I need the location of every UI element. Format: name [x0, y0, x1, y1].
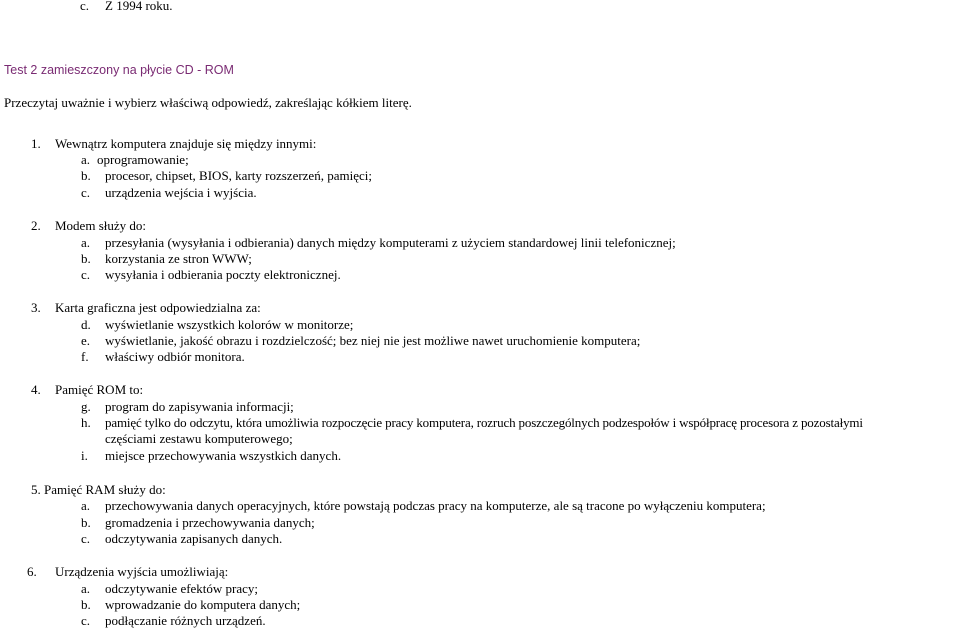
question-1-answer-c-text: urządzenia wejścia i wyjścia. [105, 185, 257, 200]
question-1-answer-c-marker: c. [81, 185, 91, 200]
question-6-answer-c-text: podłączanie różnych urządzeń. [105, 613, 266, 628]
question-6-answer-b-marker: b. [81, 597, 91, 612]
question-5-answer-b-text: gromadzenia i przechowywania danych; [105, 515, 315, 530]
question-4-number: 4. [31, 382, 41, 397]
question-3-text: Karta graficzna jest odpowiedzialna za: [55, 300, 261, 315]
question-5-answer-a-text: przechowywania danych operacyjnych, które powstają podczas pracy na komputerze, ale są tracone po wyłączeniu komputera; [105, 498, 766, 513]
question-6-number: 6. [27, 564, 37, 579]
question-5-answer-c-text: odczytywania zapisanych danych. [105, 531, 283, 546]
question-2-number: 2. [31, 218, 41, 233]
question-2-answer-c-marker: c. [81, 267, 91, 282]
question-4-answer-i-marker: i. [81, 448, 88, 463]
question-4-answer-h-text: pamięć tylko do odczytu, która umożliwia rozpoczęcie pracy komputera, rozruch poszczególnych podzespołów i współpracę procesora z pozostałymi [105, 415, 863, 430]
question-2-answer-a-marker: a. [81, 235, 91, 250]
question-4-answer-g-marker: g. [81, 399, 91, 414]
question-5-text: Pamięć RAM służy do: [44, 482, 166, 497]
question-2-answer-c-text: wysyłania i odbierania poczty elektronicznej. [105, 267, 341, 282]
question-3-answer-e-text: wyświetlanie, jakość obrazu i rozdzielczość; bez niej nie jest możliwe nawet uruchomienie komputera; [105, 333, 641, 348]
question-1-answer-a-marker: a. [81, 152, 91, 167]
question-3-answer-f-marker: f. [81, 349, 89, 364]
question-3-answer-d-text: wyświetlanie wszystkich kolorów w monitorze; [105, 317, 354, 332]
question-4-answer-h-marker: h. [81, 415, 91, 430]
question-2-text: Modem służy do: [55, 218, 146, 233]
question-6-answer-a-marker: a. [81, 581, 91, 596]
question-5-number: 5. [31, 482, 41, 497]
test-heading: Test 2 zamieszczony na płycie CD - ROM [4, 63, 234, 77]
question-3-number: 3. [31, 300, 41, 315]
question-2-answer-b-text: korzystania ze stron WWW; [105, 251, 252, 266]
top-item-text: Z 1994 roku. [105, 0, 173, 13]
question-4-text: Pamięć ROM to: [55, 382, 144, 397]
question-1-answer-b-marker: b. [81, 168, 91, 183]
instruction-text: Przeczytaj uważnie i wybierz właściwą odpowiedź, zakreślając kółkiem literę. [4, 95, 412, 110]
question-5-answer-a-marker: a. [81, 498, 91, 513]
question-3-answer-f-text: właściwy odbiór monitora. [105, 349, 245, 364]
question-1-answer-a-text: oprogramowanie; [97, 152, 189, 167]
question-2-answer-a-text: przesyłania (wysyłania i odbierania) danych między komputerami z użyciem standardowej linii telefonicznej; [105, 235, 676, 250]
question-6-answer-c-marker: c. [81, 613, 91, 628]
question-4-answer-i-text: miejsce przechowywania wszystkich danych. [105, 448, 342, 463]
top-item-marker: c. [80, 0, 90, 13]
question-6-answer-a-text: odczytywanie efektów pracy; [105, 581, 259, 596]
question-1-text: Wewnątrz komputera znajduje się między innymi: [55, 136, 317, 151]
question-6-answer-b-text: wprowadzanie do komputera danych; [105, 597, 301, 612]
question-4-answer-g-text: program do zapisywania informacji; [105, 399, 294, 414]
question-5-answer-c-marker: c. [81, 531, 91, 546]
question-4-answer-h-continuation: częściami zestawu komputerowego; [105, 431, 293, 446]
question-6-text: Urządzenia wyjścia umożliwiają: [55, 564, 229, 579]
question-3-answer-d-marker: d. [81, 317, 91, 332]
question-1-answer-b-text: procesor, chipset, BIOS, karty rozszerzeń, pamięci; [105, 168, 372, 183]
question-2-answer-b-marker: b. [81, 251, 91, 266]
question-3-answer-e-marker: e. [81, 333, 91, 348]
question-1-number: 1. [31, 136, 41, 151]
question-5-answer-b-marker: b. [81, 515, 91, 530]
